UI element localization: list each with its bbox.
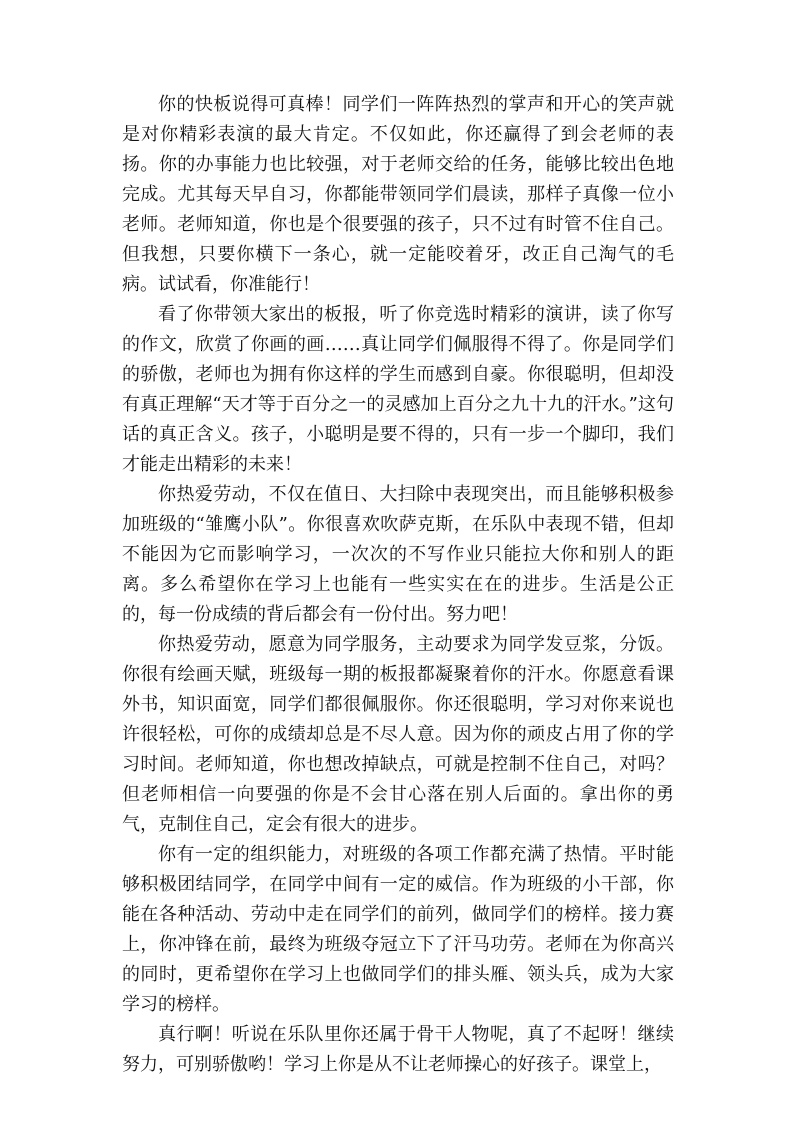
paragraph-1: 你的快板说得可真棒！同学们一阵阵热烈的掌声和开心的笑声就是对你精彩表演的最大肯定。不仅如此，你还赢得了到会老师的表扬。你的办事能力也比较强，对于老师交给的任务，能够比较出色地完成。尤其每天早自习，你都能带领同学们晨读，那样子真像一位小老师。老师知道，你也是个很要强的孩子，只不过有时管不住自己。但我想，只要你横下一条心，就一定能咬着牙，改正自己淘气的毛病。试试看，你准能行！ <box>122 94 674 295</box>
paragraph-4: 你热爱劳动，愿意为同学服务，主动要求为同学发豆浆，分饭。你很有绘画天赋，班级每一期的板报都凝聚着你的汗水。你愿意看课外书，知识面宽，同学们都很佩服你。你还很聪明，学习对你来说也许很轻松，可你的成绩却总是不尽人意。因为你的顽皮占用了你的学习时间。老师知道，你也想改掉缺点，可就是控制不住自己，对吗？但老师相信一向要强的你是不会甘心落在别人后面的。拿出你的勇气，克制住自己，定会有很大的进步。 <box>122 634 674 835</box>
paragraph-3: 你热爱劳动，不仅在值日、大扫除中表现突出，而且能够积极参加班级的“雏鹰小队”。你很喜欢吹萨克斯，在乐队中表现不错，但却不能因为它而影响学习，一次次的不写作业只能拉大你和别人的距离。多么希望你在学习上也能有一些实实在在的进步。生活是公正的，每一份成绩的背后都会有一份付出。努力吧！ <box>122 484 674 625</box>
document-page <box>122 90 674 1080</box>
paragraph-5: 你有一定的组织能力，对班级的各项工作都充满了热情。平时能够积极团结同学，在同学中间有一定的威信。作为班级的小干部，你能在各种活动、劳动中走在同学们的前列，做同学们的榜样。接力赛上，你冲锋在前，最终为班级夺冠立下了汗马功劳。老师在为你高兴的同时，更希望你在学习上也做同学们的排头雁、领头兵，成为大家学习的榜样。 <box>122 844 674 1015</box>
paragraph-2: 看了你带领大家出的板报，听了你竞选时精彩的演讲，读了你写的作文，欣赏了你画的画……真让同学们佩服得不得了。你是同学们的骄傲，老师也为拥有你这样的学生而感到自豪。你很聪明，但却没有真正理解“天才等于百分之一的灵感加上百分之九十九的汗水。”这句话的真正含义。孩子，小聪明是要不得的，只有一步一个脚印，我们才能走出精彩的未来！ <box>122 304 674 475</box>
paragraph-6: 真行啊！听说在乐队里你还属于骨干人物呢，真了不起呀！继续努力，可别骄傲哟！学习上你是从不让老师操心的好孩子。课堂上， <box>122 1024 674 1075</box>
